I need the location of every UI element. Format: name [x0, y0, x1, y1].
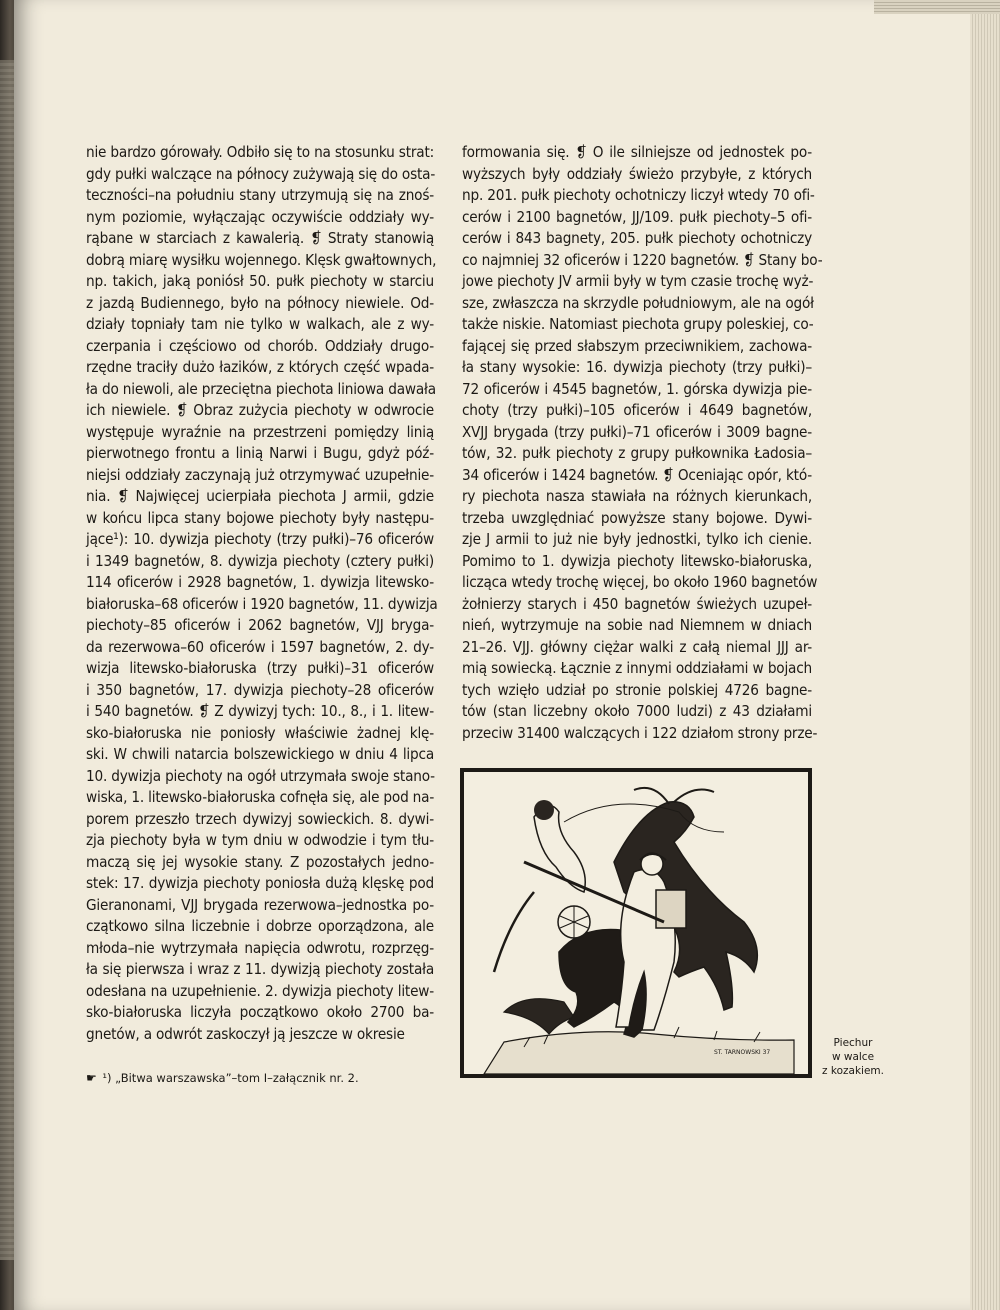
- text-line: XVJJ brygada (trzy pułki)–71 oficerów i 3009 bagne-: [462, 422, 812, 441]
- text-line: przeciw 31400 walczących i 122 działom strony prze-: [462, 723, 818, 742]
- text-line: porem przeszło trzech dywizyj sowieckich. 8. dywi-: [86, 809, 434, 828]
- text-line: tów, 32. pułk piechoty z grupy pułkownika Ładosia–: [462, 444, 812, 462]
- pointing-hand-icon: ☛: [86, 1071, 97, 1085]
- footnote-text: ¹) „Bitwa warszawska”–tom I–załącznik nr. 2.: [102, 1071, 359, 1085]
- text-line: Gieranonami, VJJ brygada rezerwowa–jednostka po-: [86, 895, 434, 914]
- text-line: młoda–nie wytrzymała napięcia odwrotu, rozprzęg-: [86, 938, 434, 957]
- left-text-column: [86, 142, 438, 1045]
- illustration-signature: ST. TARNOWSKI 37: [714, 1049, 771, 1056]
- text-line: cerów i 843 bagnety, 205. pułk piechoty ochotniczy: [462, 229, 812, 247]
- text-line: stek: 17. dywizja piechoty poniosła dużą klęskę pod: [86, 874, 434, 892]
- text-line: choty (trzy pułki)–105 oficerów i 4649 bagnetów,: [462, 401, 812, 419]
- text-line: pierwotnego frontu a linią Narwi i Bugu, gdyż póź-: [86, 444, 434, 462]
- text-line: działy topniały tam nie tylko w walkach, ale z wy-: [86, 315, 434, 333]
- text-line: piechoty–85 oficerów i 2062 bagnetów, VJJ bryga-: [86, 616, 434, 634]
- text-line: ich niewiele. ❡ Obraz zużycia piechoty w odwrocie: [86, 401, 434, 419]
- text-line: gnetów, a odwrót zaskoczył ją jeszcze w okresie: [86, 1024, 405, 1043]
- text-line: także niskie. Natomiast piechota grupy poleskiej, co-: [462, 315, 814, 333]
- page-stack-edge: [970, 0, 1000, 1310]
- text-line: Pomimo to 1. dywizja piechoty litewsko-białoruska,: [462, 551, 812, 570]
- text-line: tych wzięło udział po stronie polskiej 4726 bagne-: [462, 680, 812, 699]
- caption-line: Piechur: [833, 1037, 873, 1049]
- text-line: co najmniej 32 oficerów i 1220 bagnetów. ❡ Stany bo-: [462, 250, 823, 269]
- caption-line: z kozakiem.: [822, 1065, 884, 1077]
- text-line: ła się pierwsza i wraz z 11. dywizją piechoty została: [86, 960, 434, 978]
- text-line: białoruska–68 oficerów i 1920 bagnetów, 11. dywizja: [86, 594, 438, 613]
- text-line: jowe piechoty JV armii były w tym czasie trochę wyż-: [462, 272, 814, 290]
- text-line: wiska, 1. litewsko-białoruska cofnęła się, ale pod na-: [86, 788, 435, 806]
- text-line: gdy pułki walczące na północy zużywają się do osta-: [86, 164, 436, 183]
- text-line: maczą się jej wysokie stany. Z pozostałych jedno-: [86, 852, 434, 871]
- text-line: nym poziomie, wyłączając oczywiście oddziały wy-: [86, 207, 434, 226]
- text-line: jące¹): 10. dywizja piechoty (trzy pułki)–76 oficerów: [86, 530, 434, 548]
- text-line: dobrą miarę wysiłku wojennego. Klęsk gwałtownych,: [86, 250, 437, 269]
- caption-line: w walce: [831, 1051, 875, 1063]
- text-line: wizja litewsko-białoruska (trzy pułki)–31 oficerów: [86, 659, 434, 677]
- text-line: 114 oficerów i 2928 bagnetów, 1. dywizja litewsko-: [86, 573, 434, 591]
- text-line: rzędne traciły dużo łazików, z których część wpada-: [86, 358, 434, 376]
- text-line: sko-białoruska liczyła początkowo około 2700 ba-: [86, 1003, 434, 1021]
- footnote: [86, 1071, 434, 1085]
- text-line: ski. W chwili natarcia bolszewickiego w dniu 4 lipca: [86, 745, 434, 763]
- text-line: zje J armii to już nie były jednostki, tylko ich cienie.: [462, 530, 812, 548]
- text-line: np. takich, jaką poniósł 50. pułk piechoty w starciu: [86, 272, 434, 290]
- text-line: czerpania i częściowo od chorób. Oddziały drugo-: [86, 336, 434, 355]
- text-line: 34 oficerów i 1424 bagnetów. ❡ Oceniając opór, któ-: [462, 465, 812, 484]
- text-line: czątkowo silna liczebnie i dobrze oporządzona, ale: [86, 917, 434, 935]
- text-line: i 540 bagnetów. ❡ Z dywizyj tych: 10., 8., i 1. litew-: [86, 702, 434, 720]
- text-line: mią sowiecką. Łącznie z innymi oddziałami w bojach: [462, 659, 812, 677]
- text-line: ry piechota nasza stawiała na różnych kierunkach,: [462, 487, 812, 505]
- text-line: nie bardzo górowały. Odbiło się to na stosunku strat:: [86, 143, 434, 161]
- text-line: licząca wtedy trochę więcej, bo około 1960 bagnetów: [462, 573, 818, 591]
- text-line: żołnierzy starych i 450 bagnetów świeżych uzupeł-: [462, 594, 812, 613]
- text-line: w końcu lipca stany bojowe piechoty były następu-: [86, 508, 434, 527]
- text-line: odesłana na uzupełnienie. 2. dywizja piechoty litew-: [86, 981, 434, 1000]
- text-line: 21–26. VJJ. główny ciężar walki z całą niemal JJJ ar-: [462, 637, 812, 656]
- text-line: wyższych były oddziały świeżo przybyłe, z których: [462, 164, 812, 183]
- text-line: da rezerwowa–60 oficerów i 1597 bagnetów, 2. dy-: [86, 637, 434, 656]
- text-line: rąbane w starciach z kawalerią. ❡ Straty stanowią: [86, 229, 434, 247]
- text-line: ła stany wysokie: 16. dywizja piechoty (trzy pułki)–: [462, 358, 812, 376]
- text-line: 10. dywizja piechoty na ogół utrzymała swoje stano-: [86, 766, 435, 785]
- text-line: z jazdą Budiennego, było na północy niewiele. Od-: [86, 293, 434, 312]
- text-line: i 1349 bagnetów, 8. dywizja piechoty (cztery pułki): [86, 551, 434, 570]
- text-line: i 350 bagnetów, 17. dywizja piechoty–28 oficerów: [86, 680, 434, 699]
- text-line: ła do niewoli, ale przeciętna piechota liniowa dawała: [86, 379, 436, 398]
- page-top-edge: [874, 0, 1000, 14]
- illustration-frame: [460, 768, 812, 1078]
- text-line: nia. ❡ Najwięcej ucierpiała piechota J armii, gdzie: [86, 487, 434, 505]
- cavalry-fight-drawing: [464, 772, 808, 1074]
- text-line: występuje wyraźnie na przestrzeni pomiędzy linią: [86, 422, 434, 441]
- text-line: sze, zwłaszcza na skrzydle południowym, ale na ogół: [462, 293, 814, 312]
- text-line: sko-białoruska nie poniosły właściwie żadnej klę-: [86, 723, 434, 742]
- text-line: formowania się. ❡ O ile silniejsze od jednostek po-: [462, 143, 812, 161]
- text-line: zja piechoty była w tym dniu w odwodzie i tym tłu-: [86, 831, 434, 849]
- text-line: 72 oficerów i 4545 bagnetów, 1. górska dywizja pie-: [462, 379, 812, 398]
- text-line: nień, wytrzymuje na sobie nad Niemnem w dniach: [462, 616, 812, 634]
- text-line: teczności–na południu stany utrzymują się na znoś-: [86, 186, 434, 204]
- text-line: trzeba uwzględniać powyższe stany bojowe. Dywi-: [462, 508, 812, 527]
- right-text-column: [462, 142, 823, 744]
- text-line: niejsi oddziały zaczynają już otrzymywać uzupełnie-: [86, 465, 434, 484]
- text-line: tów (stan liczebny około 7000 ludzi) z 43 działami: [462, 702, 812, 720]
- illustration-caption: [818, 1036, 888, 1078]
- text-line: np. 201. pułk piechoty ochotniczy liczył wtedy 70 ofi-: [462, 186, 815, 204]
- text-line: fającej się przed słabszym przeciwnikiem, zachowa-: [462, 336, 812, 355]
- text-line: cerów i 2100 bagnetów, JJ/109. pułk piechoty–5 ofi-: [462, 207, 812, 226]
